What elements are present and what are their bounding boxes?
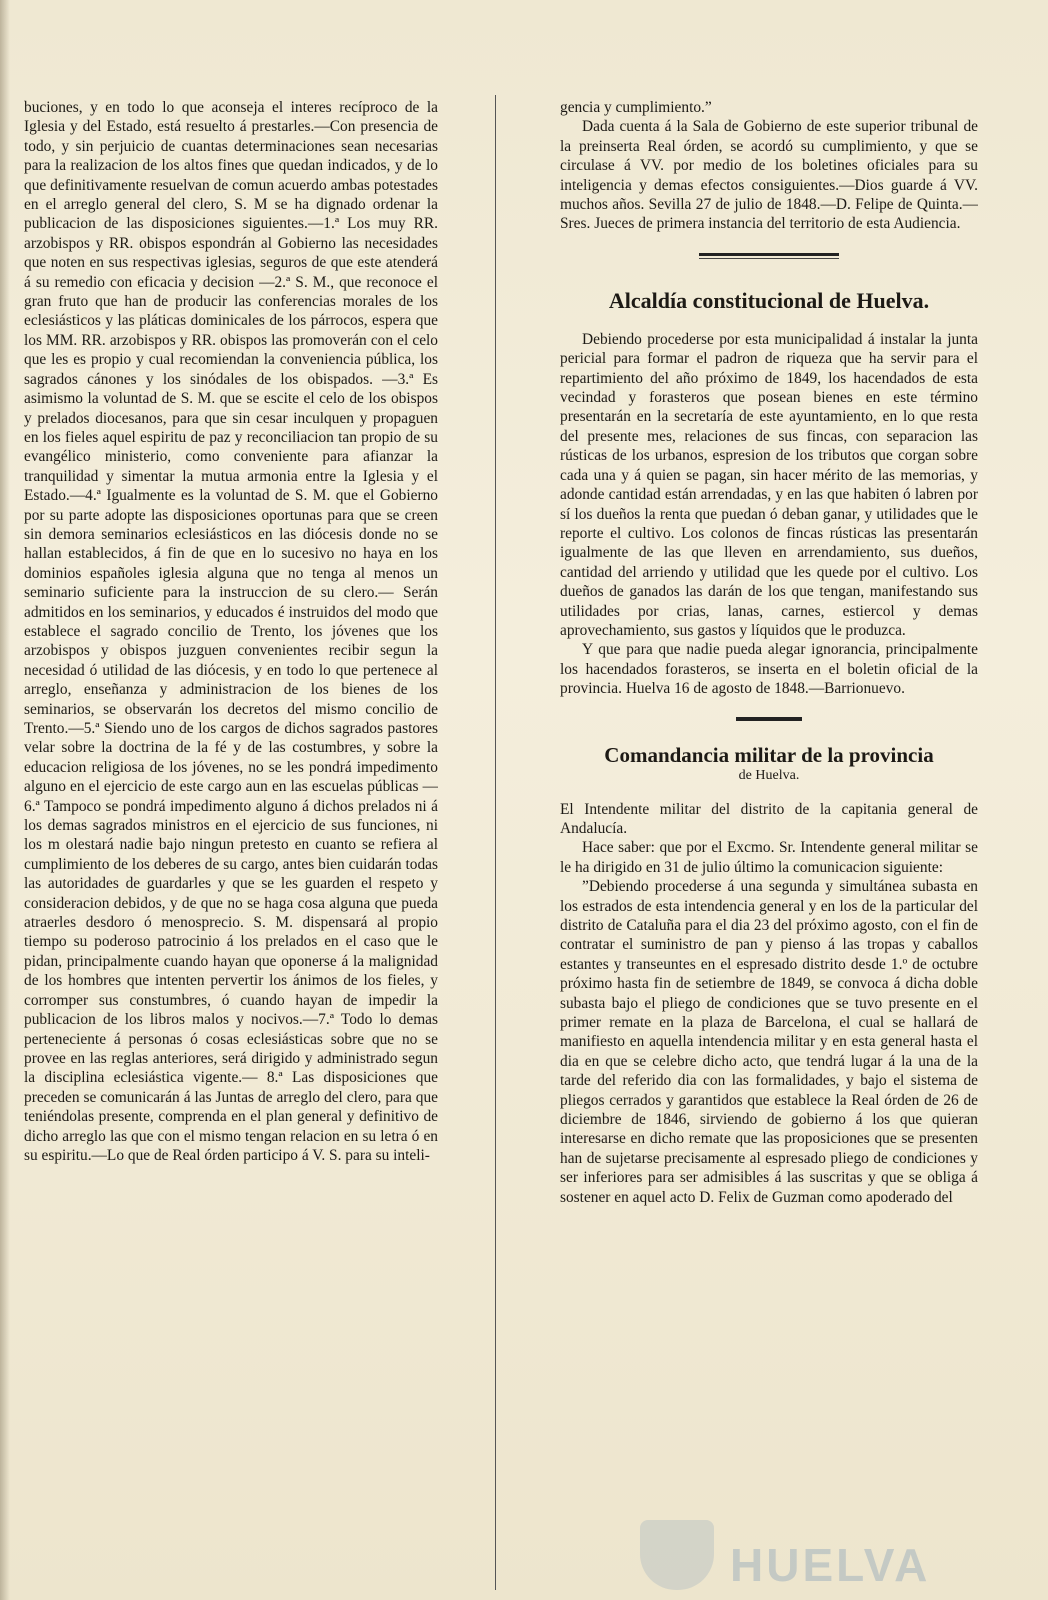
- watermark-logo: HUELVA: [730, 1539, 931, 1591]
- section-heading-comandancia: Comandancia militar de la provincia: [604, 742, 934, 767]
- watermark-shield-icon: [640, 1520, 714, 1590]
- right-column: [560, 98, 978, 1592]
- left-column: [24, 98, 438, 1592]
- royal-order-text: buciones, y en todo lo que aconseja el interes recíproco de la Iglesia y del Estado, está resuelto á prestarles.—Con presencia de todo, y sin perjuicio de cuantas determinaciones sean necesarias para la realizacion de los altos fines que quedan indicados, y de lo que definitivamente resuelvan de comun acuerdo ambas potestades en el arreglo general del clero, S. M se ha dignado ordenar la publicacion de las disposiciones siguientes.—1.ª Los muy RR. arzobispos y RR. obispos espondrán al Gobierno las necesidades que noten en sus respectivas iglesias, seguros de que este atenderá á su remedio con eficacia y decision —2.ª S. M., que reconoce el gran fruto que han de producir las conferencias morales de los eclesiásticos y las pláticas dominicales de los párrocos, espera que los MM. RR. arzobispos y RR. obispos las promoverán con el celo que les es propio y cual recomiendan la conveniencia pública, los sagrados cánones y los sinódales de los obispados. —3.ª Es asimismo la voluntad de S. M. que se escite el celo de los obispos y prelados diocesanos, para que sin cesar inculquen y propaguen en los fieles aquel espiritu de paz y reconciliacion tan propio de su evangélico ministerio, como conveniente para afianzar la tranquilidad y simentar la mutua armonia entre la Iglesia y el Estado.—4.ª Igualmente es la voluntad de S. M. que el Gobierno por su parte adopte las disposiciones oportunas para que se creen sin demora seminarios eclesiásticos en las diócesis donde no se hallan establecidos, á fin de que en lo sucesivo no haya en los dominios españoles iglesia alguna que no tenga al menos un seminario suficiente para la instruccion de su clero.— Serán admitidos en los seminarios, y educados é instruidos del modo que establece el sagrado concilio de Trento, los jóvenes que los arzobispos y obispos juzguen convenientes recibir segun la necesidad ó utilidad de las diócesis, y en todo lo que pertenece al arreglo, enseñanza y administracion de los bienes de los seminarios, se observarán los decretos del mismo concilio de Trento.—5.ª Siendo uno de los cargos de dichos sagrados pastores velar sobre la doctrina de la fé y de las costumbres, y sobre la educacion religiosa de los jóvenes, no se les pondrá impedimento alguno en el ejercicio de este cargo aun en las escuelas públicas —6.ª Tampoco se pondrá impedimento alguno á dichos prelados ni á los demas sagrados ministros en el ejercicio de sus funciones, ni los m olestará nadie bajo ningun pretesto en cuanto se refiera al cumplimiento de los deberes de su cargo, antes bien cuidarán todas las autoridades de guardarles y que se les guarden el respeto y consideracion debidos, y de que no se haga cosa alguna que pueda atraerles desdoro ó menosprecio. S. M. dispensará al propio tiempo su poderoso patrocinio á los prelados en el caso que le pidan, principalmente cuando hayan que oponerse á la malignidad de los hombres que intenten pervertir los ánimos de los fieles, y corromper sus constumbres, ó cuando hayan de impedir la publicacion de los libros malos y nocivos.—7.ª Todo lo demas perteneciente á personas ó cosas eclesiásticas sobre que no se provee en las reglas anteriores, será dirigido y administrado segun la disciplina eclesiástica vigente.— 8.ª Las disposiciones que preceden se comunicarán á las Juntas de arreglo del clero, para que teniéndolas presente, comprenda en el plan general y definitivo de dicho arreglo las que con el mismo tengan relacion en su letra ó en su espiritu.—Lo que de Real órden participo á V. S. para su inteli-: [24, 99, 438, 1164]
- comandancia-paragraph-3: ”Debiendo procederse á una segunda y simultánea subasta en los estrados de esta intendencia general y en los de la particular del distrito de Cataluña para el dia 23 del próximo agosto, con el fin de contratar el suministro de pan y pienso á las tropas y caballos estantes y transeuntes en el espresado distrito desde 1.º de octubre próximo hasta fin de setiembre de 1849, se convoca á dicha doble subasta bajo el pliego de condiciones que se tuvo presente en el primer remate en la plaza de Barcelona, el cual se hallará de manifiesto en aquella intendencia militar y en esta general hasta el dia en que se celebre dicho acto, que tendrá lugar á la una de la tarde del referido dia con las formalidades, y bajo el sistema de pliegos cerrados y garantidos que establece la Real órden de 26 de diciembre de 1846, sirviendo de gobierno á los que quieran interesarse en dicho remate que las proposiciones que se presenten han de sujetarse precisamente al espresado pliego de condiciones y ser inferiores para ser admisibles á las suscritas y que se obliga á sostener en aquel acto D. Felix de Guzman como apoderado del: [560, 878, 978, 1206]
- section-subheading-comandancia: de Huelva.: [738, 767, 800, 783]
- comandancia-paragraph-2: Hace saber: que por el Excmo. Sr. Intendente general militar se le ha dirigido en 31 de julio último la comunicacion siguiente:: [560, 839, 978, 876]
- column-divider: [495, 95, 496, 1590]
- royal-order-continuation: gencia y cumplimiento.”: [560, 99, 712, 116]
- section-divider: [736, 717, 802, 721]
- comandancia-paragraph-1: El Intendente militar del distrito de la capitania general de Andalucía.: [560, 800, 978, 837]
- page-edge-shadow: [0, 0, 10, 1600]
- alcaldia-paragraph-1: Debiendo procederse por esta municipalidad á instalar la junta pericial para formar el padron de riqueza que ha servir para el repartimiento del año próximo de 1849, los hacendados de esta vecindad y forasteros que posean bienes en este término presentarán en la secretaría de este ayuntamiento, en lo que resta del presente mes, relaciones de sus fincas, con separacion las rústicas de los urbanos, espresion de los tributos que corgan sobre cada una y á quien se pagan, sin hacer mérito de las memorias, y adonde cantidad están arrendadas, y en las que habiten ó labren por sí los dueños la renta que puedan ó deban ganar, y utilidades que le reporte el cultivo. Los colonos de fincas rústicas las presentarán igualmente de las que lleven en arrendamiento, sus dueños, cantidad del arriendo y utilidad que les quede por el cultivo. Los dueños de ganados las darán de los que tengan, manifestando sus utilidades por crias, lanas, carnes, estiercol y demas aprovechamiento, sus gastos y líquidos que le produzca.: [560, 330, 978, 639]
- section-heading-alcaldia: Alcaldía constitucional de Huelva.: [608, 287, 930, 313]
- section-ornament: [699, 253, 839, 259]
- audiencia-paragraph: Dada cuenta á la Sala de Gobierno de este superior tribunal de la preinserta Real órden, se acordó su cumplimiento, y que se circulase á VV. por medio de los boletines oficiales para su inteligencia y demas efectos consiguientes.—Dios guarde á VV. muchos años. Sevilla 27 de julio de 1848.—D. Felipe de Quinta.—Sres. Jueces de primera instancia del territorio de esta Audiencia.: [560, 118, 978, 233]
- alcaldia-paragraph-2: Y que para que nadie pueda alegar ignorancia, principalmente los hacendados forasteros, se inserta en el boletin oficial de la provincia. Huelva 16 de agosto de 1848.—Barrionuevo.: [560, 641, 978, 698]
